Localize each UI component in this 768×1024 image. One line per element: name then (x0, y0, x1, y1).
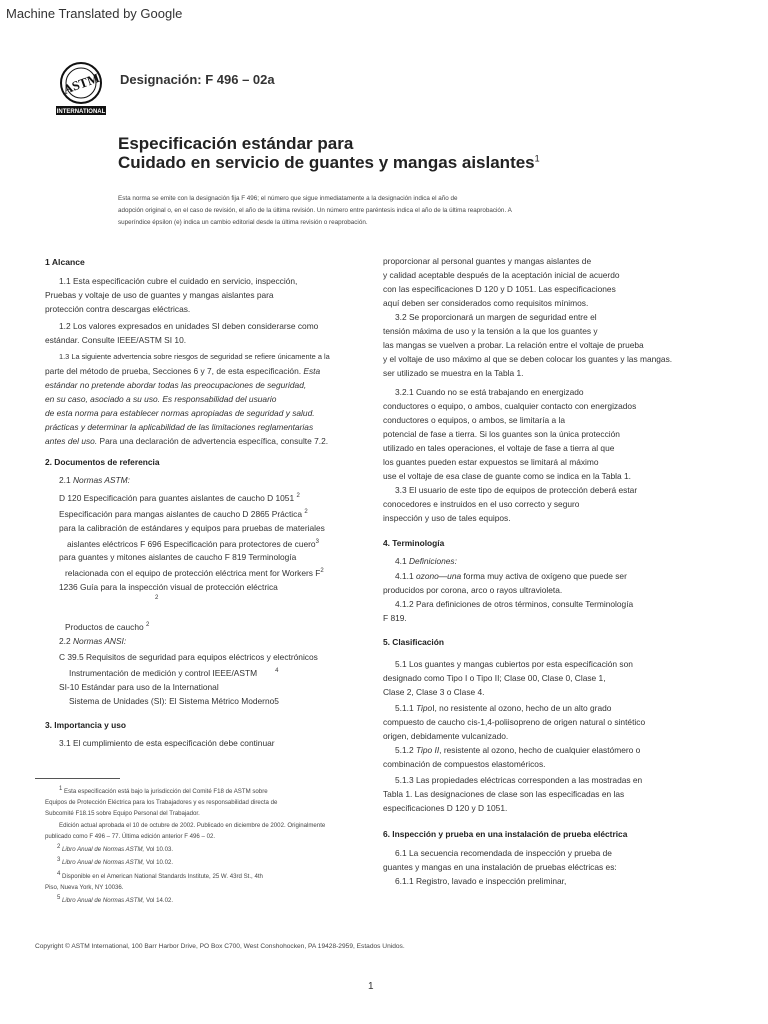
text-line: Clase 2, Clase 3 o Clase 4. (383, 687, 485, 697)
text-line: inspección y uso de tales equipos. (383, 513, 511, 523)
text-line: 1.1 Esta especificación cubre el cuidado en servicio, inspección, (59, 276, 298, 286)
svg-text:INTERNATIONAL: INTERNATIONAL (56, 109, 106, 115)
title-footnote-mark: 1 (534, 153, 540, 164)
text-line: y calidad aceptable después de la aceptación inicial de acuerdo (383, 270, 620, 280)
text-line: compuesto de caucho cis-1,4-poliisopreno de origen natural o sintético (383, 717, 646, 727)
footnote-line: Subcomité F18.15 sobre Equipo Personal del Trabajador. (45, 810, 200, 818)
text-line: conductores o equipo, o ambos, cualquier contacto con energizados (383, 401, 637, 411)
footnote-line: $^4$ Disponible en el American National Standards Institute, 25 W. 43rd St., 4th (57, 870, 263, 880)
text-line: protección contra descargas eléctricas. (45, 304, 191, 314)
text-line: prácticas y determinar la aplicabilidad de las limitaciones reglamentarias (45, 422, 314, 432)
text-line: 6.1.1 Registro, lavado e inspección preliminar, (395, 876, 567, 886)
reference-line: SI-10 Estándar para uso de la International (59, 681, 219, 692)
text-line: 2.1 Normas ASTM: (59, 475, 130, 485)
text-line: conductores o equipos, o ambos, se limitaría a la (383, 415, 566, 425)
notice-line: superíndice épsilon (e) indica un cambio editorial desde la última revisión o reaprobación. (118, 219, 368, 226)
text-line: conocedores e instruidos en el uso correcto y seguro (383, 499, 580, 509)
notice-line: Esta norma se emite con la designación fija F 496; el número que sigue inmediatamente a la designación indica el año de (118, 195, 458, 202)
text-line: potencial de fase a tierra. Si los guantes son la única protección (383, 429, 620, 439)
left-column (45, 255, 370, 750)
footnote-line: $^5$ Libro Anual de Normas ASTM, Vol 14.02. (57, 894, 174, 904)
text-line: 6.1 La secuencia recomendada de inspección y prueba de (395, 848, 612, 858)
text-line: F 819. (383, 613, 407, 623)
title-line-2 (118, 153, 540, 173)
section-5-heading: 5. Clasificación (383, 637, 444, 647)
text-line: origen, debidamente vulcanizado. (383, 731, 509, 741)
text-line: Tabla 1. Las designaciones de clase son las especificadas en las (383, 789, 625, 799)
text-line: antes del uso. Para una declaración de advertencia específica, consulte 7.2. (45, 436, 329, 446)
reference-line: Sistema de Unidades (SI): El Sistema Métrico Moderno5 (69, 695, 279, 706)
section-3-heading: 3. Importancia y uso (45, 719, 126, 730)
title-line-1: Especificación estándar para (118, 134, 354, 153)
footnotes (45, 784, 365, 906)
designation: Designación: F 496 – 02a (120, 72, 275, 87)
footnote-line: $^1$ Esta especificación está bajo la jurisdicción del Comité F18 de ASTM sobre (59, 786, 268, 796)
text-line: parte del método de prueba, Secciones 6 y 7, de esta especificación. Esta (45, 366, 321, 376)
title-text: Cuidado en servicio de guantes y mangas aislantes (118, 153, 535, 172)
footnote-rule (35, 778, 120, 779)
footnote-line: Equipos de Protección Eléctrica para los Trabajadores y es responsabilidad directa de (45, 799, 278, 807)
text-line: 3.2 Se proporcionará un margen de seguridad entre el (395, 312, 597, 322)
footnote-line: $^2$ Libro Anual de Normas ASTM, Vol 10.03. (57, 844, 174, 854)
copyright-notice: Copyright © ASTM International, 100 Barr Harbor Drive, PO Box C700, West Conshohocken, PA 19428-2959, Estados Unidos. (35, 943, 405, 950)
reference-line: aislantes eléctricos F 696 Especificación para protectores de cuero$^3$ (67, 538, 319, 549)
text-line: 5.1.3 Las propiedades eléctricas corresponden a las mostradas en (395, 775, 643, 785)
reference-line: 2 (155, 595, 159, 602)
text-line: aquí deben ser considerados como requisitos mínimos. (383, 298, 589, 308)
text-line: 3.3 El usuario de este tipo de equipos de protección deberá estar (395, 485, 638, 495)
section-6-heading: 6. Inspección y prueba en una instalación de prueba eléctrica (383, 829, 628, 839)
standard-notice (118, 193, 558, 229)
section-1-heading: 1 Alcance (45, 257, 85, 267)
footnote-line: publicado como F 496 – 77. Última edición anterior F 496 – 02. (45, 832, 216, 840)
right-column (383, 254, 673, 888)
text-line: 4.1.1 ozono—una forma muy activa de oxígeno que puede ser (395, 571, 627, 581)
text-line: Pruebas y voltaje de uso de guantes y mangas aislantes para (45, 290, 274, 300)
reference-line: relacionada con el equipo de protección eléctrica ment for Workers $F^2$ (65, 568, 324, 579)
text-line: 1.2 Los valores expresados en unidades SI deben considerarse como (59, 321, 319, 331)
text-line: 1.3 La siguiente advertencia sobre riesgos de seguridad se refiere únicamente a la (59, 352, 330, 361)
text-line: 3.2.1 Cuando no se está trabajando en energizado (395, 387, 584, 397)
text-line: las mangas se vuelven a probar. La relación entre el voltaje de prueba (383, 340, 644, 350)
text-line: de esta norma para establecer normas apropiadas de seguridad y salud. (45, 408, 315, 418)
text-line: los guantes pueden estar expuestos se limitará al máximo (383, 457, 599, 467)
reference-line: Instrumentación de medición y control IEEE/ASTM $^4$ (69, 667, 279, 678)
reference-line: D 120 Especificación para guantes aislantes de caucho D 1051 $^2$ (59, 492, 300, 503)
text-line: proporcionar al personal guantes y mangas aislantes de (383, 256, 592, 266)
reference-line: Productos de caucho $^2$ (65, 621, 150, 632)
notice-line: adopción original o, en el caso de revisión, el año de la última revisión. Un número entre paréntesis indica el año de la última reaprobación. A (118, 207, 512, 214)
text-line: con las especificaciones D 120 y D 1051. Las especificaciones (383, 284, 616, 294)
text-line: en su caso, asociado a su uso. Es responsabilidad del usuario (45, 394, 277, 404)
section-2-heading: 2. Documentos de referencia (45, 457, 160, 467)
text-line: utilizado en tales operaciones, el voltaje de fase a tierra al que (383, 443, 615, 453)
text-line: 5.1 Los guantes y mangas cubiertos por esta especificación son (395, 659, 633, 669)
text-line: 4.1 Definiciones: (395, 556, 457, 566)
footnote-line: $^3$ Libro Anual de Normas ASTM, Vol 10.02. (57, 857, 174, 867)
text-line: producidos por corona, arco o rayos ultravioleta. (383, 585, 563, 595)
astm-logo (52, 58, 110, 116)
reference-line: C 39.5 Requisitos de seguridad para equipos eléctricos y electrónicos (59, 651, 318, 662)
text-line: y el voltaje de uso máximo al que se deben colocar los guantes y las mangas. (383, 354, 673, 364)
footnote-line: Edición actual aprobada el 10 de octubre de 2002. Publicado en diciembre de 2002. Originalmente (59, 821, 326, 829)
reference-line: para guantes y mitones aislantes de caucho F 819 Terminología (59, 552, 297, 563)
text-line: combinación de compuestos elastoméricos. (383, 759, 546, 769)
svg-text:ASTM: ASTM (60, 69, 102, 97)
text-line: 3.1 El cumplimiento de esta especificación debe continuar (59, 737, 275, 748)
text-line: estándar no pretende abordar todas las preocupaciones de seguridad, (45, 380, 307, 390)
text-line: ser utilizado se muestra en la Tabla 1. (383, 368, 524, 378)
text-line: 5.1.1 TipoI, no resistente al ozono, hecho de un alto grado (395, 703, 612, 713)
page-number: 1 (368, 981, 374, 992)
text-line: 2.2 Normas ANSI: (59, 635, 127, 646)
text-line: guantes y mangas en una instalación de pruebas eléctricas es: (383, 862, 617, 872)
reference-line: 1236 Guía para la inspección visual de protección eléctrica (59, 582, 278, 593)
text-line: designado como Tipo I o Tipo II; Clase 00, Clase 0, Clase 1, (383, 673, 606, 683)
reference-line: para la calibración de estándares y equipos para pruebas de materiales (59, 522, 325, 533)
machine-translated-banner: Machine Translated by Google (6, 6, 183, 21)
text-line: estándar. Consulte IEEE/ASTM SI 10. (45, 335, 187, 345)
text-line: 5.1.2 Tipo II, resistente al ozono, hecho de cualquier elastómero o (395, 745, 641, 755)
reference-line: Especificación para mangas aislantes de caucho D 2865 Práctica $^2$ (59, 508, 308, 519)
text-line: especificaciones D 120 y D 1051. (383, 803, 508, 813)
footnote-line: Piso, Nueva York, NY 10036. (45, 883, 124, 891)
section-4-heading: 4. Terminología (383, 538, 445, 548)
text-line: use el voltaje de esa clase de guante como se indica en la Tabla 1. (383, 471, 632, 481)
text-line: tensión máxima de uso y la tensión a la que los guantes y (383, 326, 598, 336)
text-line: 4.1.2 Para definiciones de otros términos, consulte Terminología (395, 599, 634, 609)
